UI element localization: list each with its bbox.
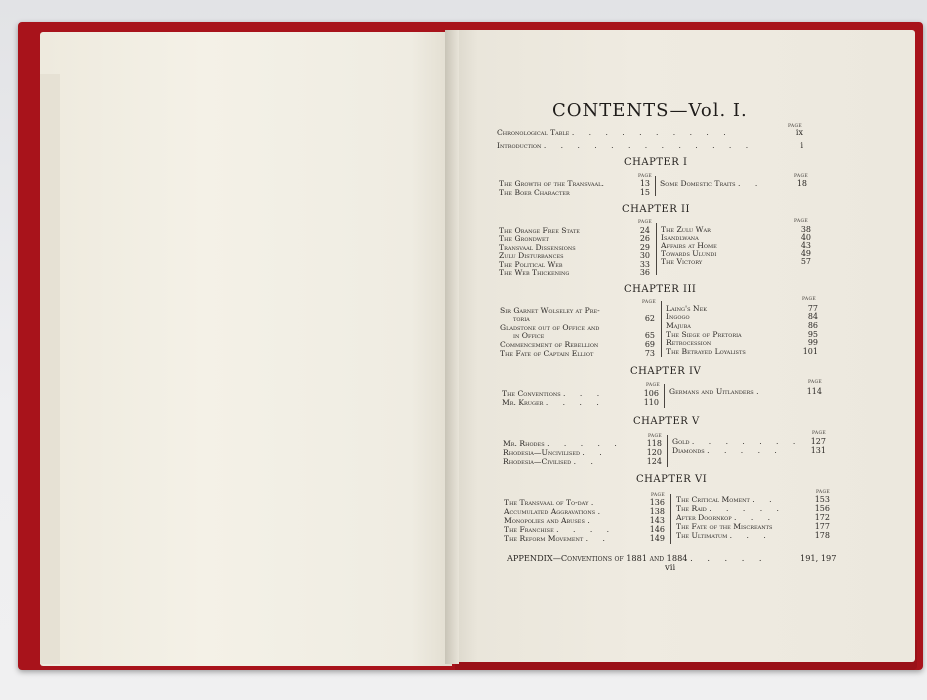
- toc-entry: The Critical Moment . .: [676, 495, 778, 504]
- toc-page: 26: [639, 234, 650, 243]
- toc-page: 29: [639, 243, 650, 252]
- toc-page: 69: [644, 340, 655, 349]
- page-header: PAGE: [802, 297, 816, 302]
- page-header: PAGE: [812, 431, 826, 436]
- toc-page: 38: [800, 225, 811, 234]
- toc-entry: Commencement of Rebellion: [500, 340, 599, 349]
- toc-page: 33: [639, 260, 650, 269]
- toc-page: 30: [639, 251, 650, 260]
- toc-entry: toria: [513, 314, 530, 323]
- page-header: PAGE: [638, 174, 652, 179]
- toc-page: 114: [806, 387, 822, 396]
- page-header: PAGE: [794, 219, 808, 224]
- chapter-heading: CHAPTER V: [633, 416, 700, 427]
- column-divider: [656, 223, 657, 275]
- toc-page: 65: [644, 331, 655, 340]
- toc-page: 138: [649, 507, 665, 516]
- book-gutter: [445, 30, 459, 664]
- toc-page: 77: [807, 304, 818, 313]
- toc-page: i: [800, 141, 803, 150]
- column-divider: [670, 494, 671, 544]
- chapter-heading: CHAPTER I: [624, 157, 688, 168]
- toc-page: 143: [649, 516, 665, 525]
- toc-entry: Affairs at Home: [661, 241, 717, 250]
- toc-entry: The Transvaal of To-day .: [504, 498, 600, 507]
- toc-page: 40: [800, 233, 811, 242]
- chapter-heading: CHAPTER III: [624, 284, 697, 295]
- toc-page: 73: [644, 349, 655, 358]
- toc-page: 95: [807, 330, 818, 339]
- toc-entry: Majuba: [666, 321, 691, 330]
- toc-entry: Monopolies and Abuses .: [504, 516, 596, 525]
- toc-entry: The Grondwet: [499, 234, 549, 243]
- toc-entry: Rhodesia—Civilised . .: [503, 457, 599, 466]
- left-page-edge: [40, 74, 60, 664]
- toc-page: 153: [814, 495, 830, 504]
- toc-page: 15: [639, 188, 650, 197]
- page-header: PAGE: [646, 383, 660, 388]
- toc-page: 101: [802, 347, 818, 356]
- toc-entry: The Raid . . . . .: [676, 504, 785, 513]
- toc-entry: The Fate of the Miscreants: [676, 522, 773, 531]
- left-page-blank: [40, 32, 452, 666]
- toc-entry: The Fate of Captain Elliot: [500, 349, 594, 358]
- toc-entry: Germans and Uitlanders .: [669, 387, 765, 396]
- toc-page: 18: [796, 179, 807, 188]
- toc-entry: Transvaal Dissensions: [499, 243, 576, 252]
- column-divider: [667, 435, 668, 467]
- column-divider: [661, 301, 662, 357]
- toc-entry: Some Domestic Traits . .: [660, 179, 764, 188]
- toc-page: 84: [807, 312, 818, 321]
- toc-entry: The Conventions . . .: [502, 389, 606, 398]
- toc-page: 13: [639, 179, 650, 188]
- page-header: PAGE: [816, 490, 830, 495]
- toc-page: 110: [643, 398, 659, 407]
- toc-entry: Chronological Table . . . . . . . . . .: [497, 128, 732, 137]
- toc-page: 57: [800, 257, 811, 266]
- toc-entry: The Zulu War: [661, 225, 711, 234]
- page-header: PAGE: [642, 300, 656, 305]
- toc-page: 149: [649, 534, 665, 543]
- toc-page: 24: [639, 226, 650, 235]
- toc-page: 156: [814, 504, 830, 513]
- appendix-pages: 191, 197: [800, 553, 837, 563]
- toc-entry: Gladstone out of Office and: [500, 323, 600, 332]
- chapter-heading: CHAPTER II: [622, 204, 690, 215]
- chapter-heading: CHAPTER VI: [636, 474, 708, 485]
- page-header: PAGE: [788, 124, 802, 129]
- toc-entry: Isandlwana: [661, 233, 699, 242]
- toc-entry: Ingogo: [666, 312, 690, 321]
- toc-entry: Accumulated Aggravations .: [504, 507, 607, 516]
- page-folio: vii: [665, 563, 676, 573]
- toc-entry: Towards Ulundi: [661, 249, 717, 258]
- page-header: PAGE: [648, 434, 662, 439]
- page-header: PAGE: [651, 493, 665, 498]
- toc-entry: Zulu Disturbances: [499, 251, 564, 260]
- toc-page: 118: [646, 439, 662, 448]
- toc-page: 124: [646, 457, 662, 466]
- toc-entry: The Franchise . . . .: [504, 525, 616, 534]
- toc-entry: Sir Garnet Wolseley at Pre-: [500, 306, 600, 315]
- toc-page: 120: [646, 448, 662, 457]
- column-divider: [664, 384, 665, 408]
- toc-page: 62: [644, 314, 655, 323]
- toc-page: 127: [810, 437, 826, 446]
- page-header: PAGE: [794, 174, 808, 179]
- toc-entry: The Boer Character: [499, 188, 570, 197]
- page-header: PAGE: [638, 220, 652, 225]
- toc-page: 178: [814, 531, 830, 540]
- chapter-heading: CHAPTER IV: [630, 366, 702, 377]
- toc-entry: in Office: [513, 331, 545, 340]
- toc-page: 49: [800, 249, 811, 258]
- toc-page: 136: [649, 498, 665, 507]
- toc-entry: The Siege of Pretoria: [666, 330, 742, 339]
- toc-page: 43: [800, 241, 811, 250]
- toc-page: 106: [643, 389, 659, 398]
- toc-entry: The Ultimatum . . .: [676, 531, 772, 540]
- contents-title: CONTENTS—Vol. I.: [552, 100, 748, 121]
- toc-entry: Rhodesia—Uncivilised . .: [503, 448, 608, 457]
- column-divider: [655, 176, 656, 196]
- page-header: PAGE: [808, 380, 822, 385]
- toc-entry: The Reform Movement . .: [504, 534, 611, 543]
- toc-entry: Gold . . . . . . .: [672, 437, 802, 446]
- toc-entry: Laing's Nek: [666, 304, 707, 313]
- toc-entry: Retrocession: [666, 338, 712, 347]
- toc-page: 131: [810, 446, 826, 455]
- toc-page: 172: [814, 513, 830, 522]
- toc-entry: Diamonds . . . . .: [672, 446, 783, 455]
- toc-entry: Mr. Kruger . . . .: [502, 398, 605, 407]
- toc-entry: Mr. Rhodes . . . . .: [503, 439, 623, 448]
- toc-page: 36: [639, 268, 650, 277]
- appendix-entry: APPENDIX—Conventions of 1881 and 1884 . . . . .: [507, 553, 768, 563]
- toc-entry: The Web Thickening: [499, 268, 570, 277]
- toc-entry: The Political Web: [499, 260, 563, 269]
- toc-entry: The Orange Free State: [499, 226, 580, 235]
- toc-page: ix: [795, 128, 803, 137]
- toc-page: 177: [814, 522, 830, 531]
- toc-page: 86: [807, 321, 818, 330]
- toc-page: 99: [807, 338, 818, 347]
- toc-page: 146: [649, 525, 665, 534]
- toc-entry: After Doornkop . . .: [676, 513, 777, 522]
- toc-entry: The Growth of the Transvaal.: [499, 179, 604, 188]
- toc-entry: Introduction . . . . . . . . . . . . .: [497, 141, 755, 150]
- toc-entry: The Victory: [661, 257, 703, 266]
- toc-entry: The Betrayed Loyalists: [666, 347, 746, 356]
